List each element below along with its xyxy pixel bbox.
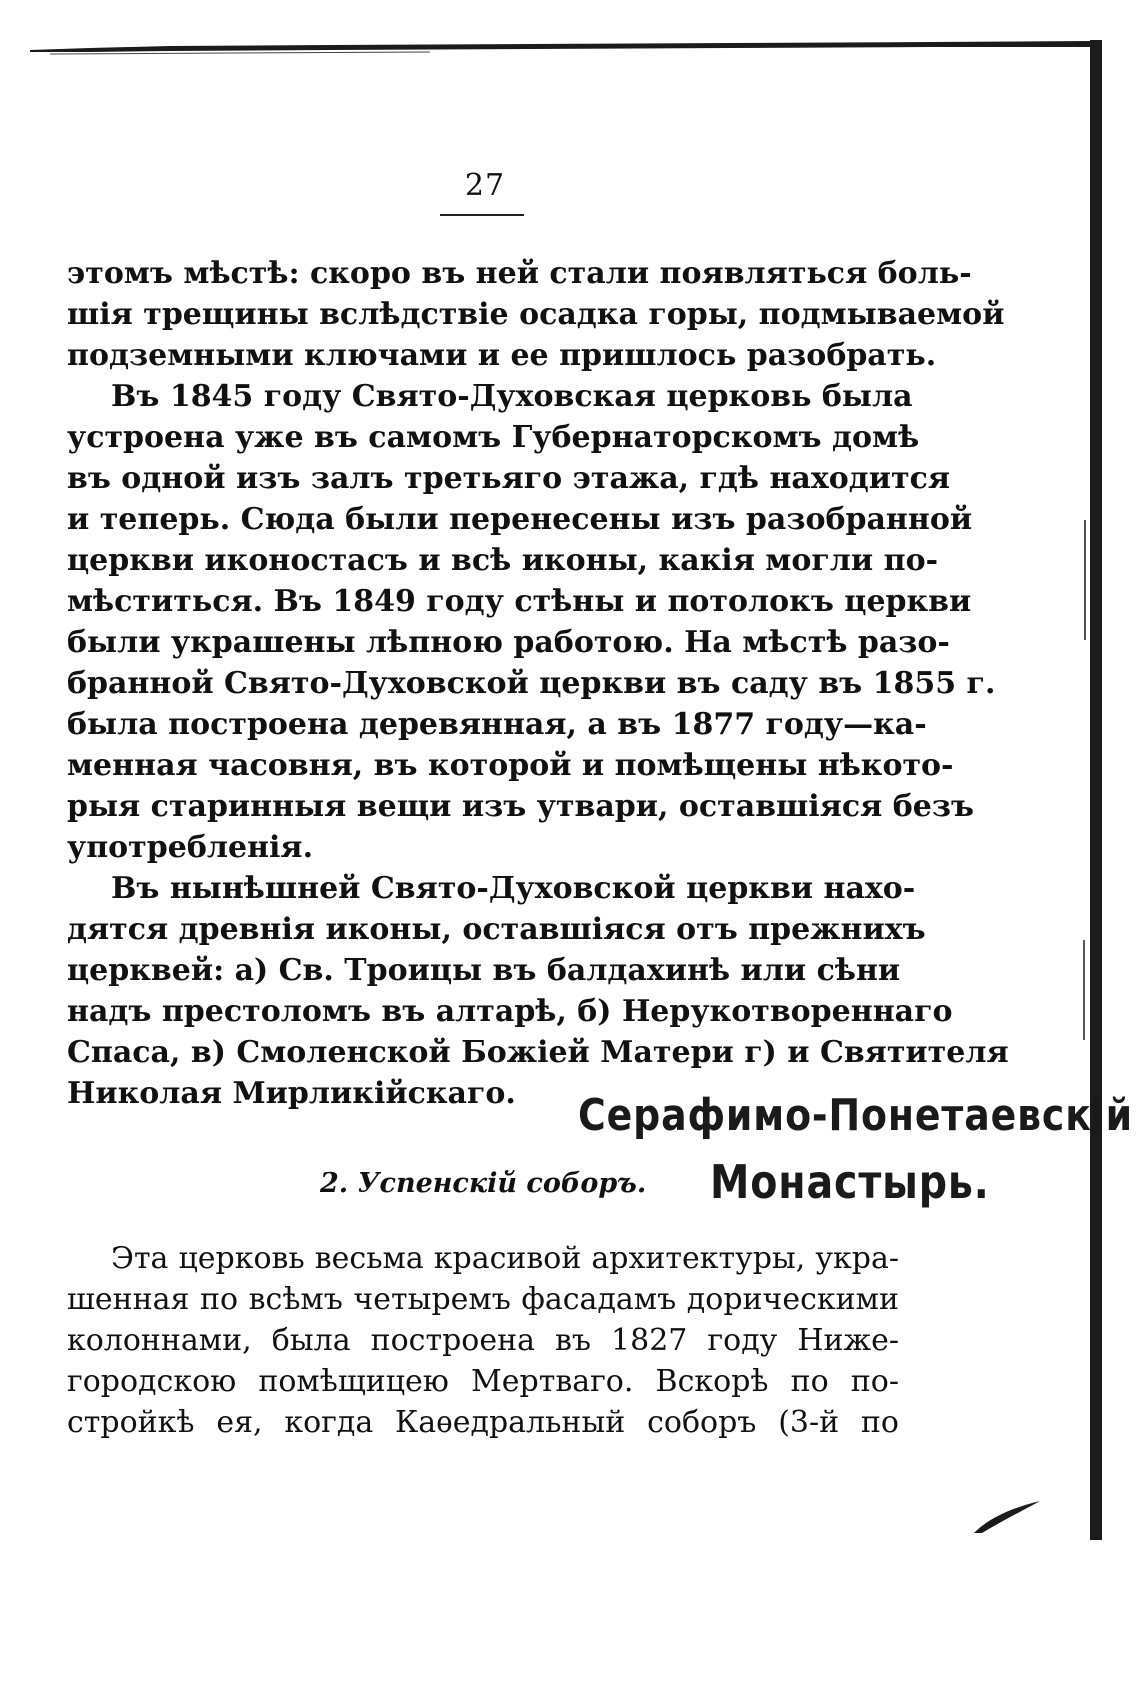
text-line: устроена уже въ самомъ Губернаторскомъ домѣ	[67, 420, 920, 455]
text-line: Въ нынѣшней Свято-Духовской церкви нахо-	[111, 871, 916, 906]
text-line: шенная по всѣмъ четыремъ фасадамъ дорическими	[67, 1282, 899, 1317]
ink-smudge	[972, 1495, 1042, 1535]
text-line: менная часовня, въ которой и помѣщены нѣкото-	[67, 748, 954, 783]
text-line: церквей: а) Св. Троицы въ балдахинѣ или сѣни	[67, 953, 901, 988]
text-line: городскою помѣщицею Мертваго. Вскорѣ по по-	[67, 1364, 899, 1399]
section-heading: 2. Успенскій соборъ.	[320, 1168, 647, 1199]
text-line: и теперь. Сюда были перенесены изъ разобранной	[67, 502, 973, 537]
text-line: бранной Свято-Духовской церкви въ саду въ 1855 г.	[67, 666, 996, 701]
section-text-block	[67, 1238, 899, 1443]
right-border-rule	[1080, 40, 1110, 1540]
text-line: была построена деревянная, а въ 1877 году—ка-	[67, 707, 927, 742]
text-line: подземными ключами и ее пришлось разобрать.	[67, 338, 937, 373]
text-line: рыя старинныя вещи изъ утвари, оставшіяся безъ	[67, 789, 974, 824]
library-stamp-line1: Серафимо-Понетаевскій	[578, 1090, 1133, 1141]
text-line: надъ престоломъ въ алтарѣ, б) Нерукотвореннаго	[67, 994, 953, 1029]
text-line: были украшены лѣпною работою. На мѣстѣ разо-	[67, 625, 950, 660]
text-line: шія трещины вслѣдствіе осадка горы, подмываемой	[67, 297, 1005, 332]
text-line: Спаса, в) Смоленской Божіей Матери г) и Святителя	[67, 1035, 1009, 1070]
text-line: въ одной изъ залъ третьяго этажа, гдѣ находится	[67, 461, 951, 496]
text-line: Николая Мирликійскаго.	[67, 1076, 516, 1111]
text-line: употребленія.	[67, 830, 314, 865]
top-border-rule	[30, 38, 1100, 56]
text-line: колоннами, была построена въ 1827 году Ниже-	[67, 1323, 899, 1358]
text-line: церкви иконостасъ и всѣ иконы, какія могли по-	[67, 543, 939, 578]
page-number-underline	[440, 214, 524, 216]
text-line: Въ 1845 году Свято-Духовская церковь была	[111, 379, 913, 414]
text-line: Эта церковь весьма красивой архитектуры, укра-	[111, 1241, 899, 1276]
text-line: этомъ мѣстѣ: скоро въ ней стали появляться боль-	[67, 256, 972, 291]
text-line: мѣститься. Въ 1849 году стѣны и потолокъ церкви	[67, 584, 972, 619]
library-stamp-line2: Монастырь.	[710, 1155, 990, 1209]
main-text-block	[67, 253, 1009, 1114]
text-line: стройкѣ ея, когда Каѳедральный соборъ (3-й по	[67, 1405, 899, 1440]
text-line: дятся древнія иконы, оставшіяся отъ прежнихъ	[67, 912, 926, 947]
page-number: 27	[464, 168, 506, 203]
